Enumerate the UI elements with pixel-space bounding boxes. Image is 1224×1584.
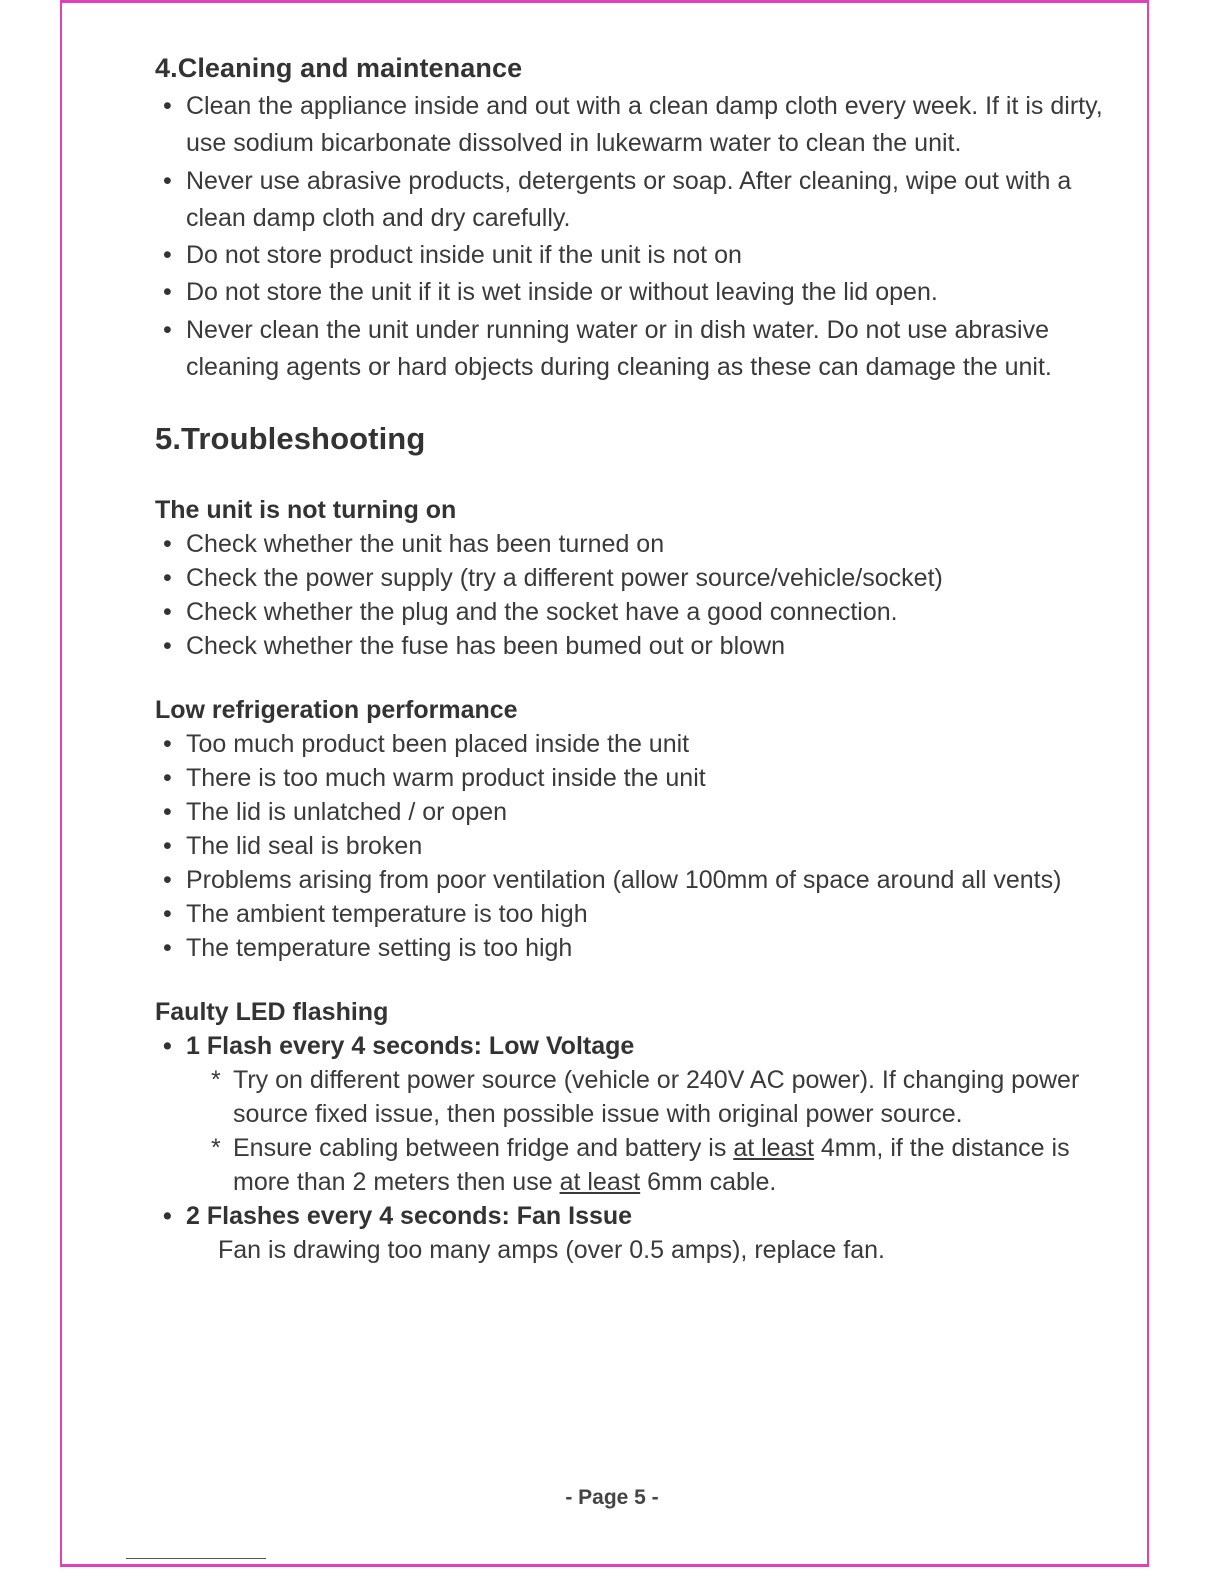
list-item: • The lid is unlatched / or open — [155, 795, 1115, 829]
low-refrigeration-list — [155, 727, 1115, 965]
list-item: • Check whether the unit has been turned on — [155, 527, 1115, 561]
list-item: • Check the power supply (try a different power source/vehicle/socket) — [155, 561, 1115, 595]
list-item: • Clean the appliance inside and out with a clean damp cloth every week. If it is dirty, use sodium bicarbonate dissolved in lukewarm water to clean the unit. — [155, 88, 1115, 163]
subheading-low-refrigeration: Low refrigeration performance — [155, 696, 518, 725]
list-item: • Check whether the plug and the socket have a good connection. — [155, 595, 1115, 629]
list-item: • Never clean the unit under running water or in dish water. Do not use abrasive cleaning agents or hard objects during cleaning as these can damage the unit. — [155, 312, 1115, 387]
led-flash-1-note-2 — [155, 1131, 1115, 1199]
section-cleaning-title: 4.Cleaning and maintenance — [155, 53, 523, 83]
emphasis-at-least: at least — [559, 1168, 641, 1197]
subheading-not-turning-on: The unit is not turning on — [155, 496, 457, 525]
list-item: • Do not store product inside unit if the unit is not on — [155, 237, 1115, 274]
led-flash-1-label: • 1 Flash every 4 seconds: Low Voltage — [155, 1029, 1115, 1063]
list-item: • Too much product been placed inside the unit — [155, 727, 1115, 761]
faulty-led-list-2 — [155, 1199, 1115, 1233]
document-content — [155, 48, 1115, 1267]
list-item: • The ambient temperature is too high — [155, 897, 1115, 931]
list-item: • Never use abrasive products, detergents or soap. After cleaning, wipe out with a clean damp cloth and dry carefully. — [155, 163, 1115, 238]
list-item: • There is too much warm product inside the unit — [155, 761, 1115, 795]
note-text: 6mm cable. — [640, 1168, 777, 1197]
list-item: • Do not store the unit if it is wet inside or without leaving the lid open. — [155, 274, 1115, 311]
section-troubleshooting-title: 5.Troubleshooting — [155, 421, 426, 457]
list-item: • The lid seal is broken — [155, 829, 1115, 863]
footnote-rule — [126, 1558, 266, 1559]
not-turning-on-list — [155, 527, 1115, 663]
led-flash-1-note-1: * Try on different power source (vehicle or 240V AC power). If changing power source fixed issue, then possible issue with original power source. — [155, 1063, 1115, 1131]
led-flash-2-label: • 2 Flashes every 4 seconds: Fan Issue — [155, 1199, 1115, 1233]
list-item: • The temperature setting is too high — [155, 931, 1115, 965]
emphasis-at-least: at least — [733, 1134, 814, 1163]
note-text: 4mm, if the distance is more than 2 meters then use — [233, 1134, 1070, 1197]
subheading-faulty-led: Faulty LED flashing — [155, 998, 389, 1027]
cleaning-list — [155, 88, 1115, 386]
faulty-led-list — [155, 1029, 1115, 1063]
list-item: • Problems arising from poor ventilation (allow 100mm of space around all vents) — [155, 863, 1115, 897]
led-flash-2-text: Fan is drawing too many amps (over 0.5 amps), replace fan. — [218, 1236, 885, 1265]
list-item: • Check whether the fuse has been bumed out or blown — [155, 629, 1115, 663]
note-text: Ensure cabling between fridge and battery is — [233, 1134, 734, 1163]
page-number: - Page 5 - — [565, 1486, 659, 1509]
